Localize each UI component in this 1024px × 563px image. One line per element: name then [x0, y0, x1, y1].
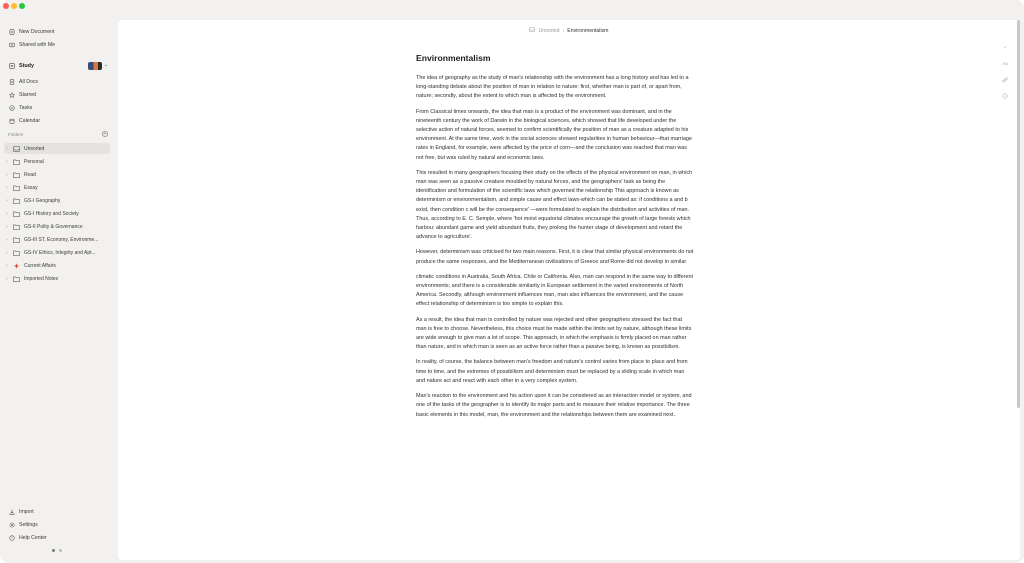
breadcrumb-separator: ›: [562, 27, 565, 34]
chevron-right-icon[interactable]: ›: [6, 249, 8, 256]
folder-item-current-affairs[interactable]: [4, 260, 110, 271]
svg-text:?: ?: [10, 535, 13, 540]
pager-dot[interactable]: [59, 549, 62, 552]
sidebar-item-calendar[interactable]: [4, 115, 110, 127]
tasks-icon: [8, 105, 15, 112]
chevron-right-icon[interactable]: ›: [6, 236, 8, 243]
chevron-right-icon[interactable]: ›: [6, 184, 8, 191]
starred-label: Starred: [19, 92, 37, 98]
editor-pane: [118, 20, 1020, 560]
shared-with-me-item[interactable]: [4, 39, 110, 51]
paragraph[interactable]: However, determinism was criticised for two main reasons. First, it is clear that similar physical environments do not produce the same responses, and the Mediterranean civilisations of Greece and Rome did not develop in similar: [416, 249, 694, 265]
settings-label: Settings: [19, 521, 38, 528]
folder-label: Personal: [24, 158, 44, 165]
folder-label: GS-II Polity & Governance: [24, 223, 83, 230]
info-icon[interactable]: [1001, 92, 1009, 99]
paragraph[interactable]: In reality, of course, the balance between man's freedom and nature's control varies from place to place and from time to time, and the extremes of possibilism and determinism must be replaced by a sliding scale in which man and nature act and react with each other in a very complex system.: [416, 359, 688, 384]
sidebar-item-tasks[interactable]: [4, 102, 110, 114]
folder-label: GS-I History and Society: [24, 210, 79, 217]
docs-icon: [8, 79, 15, 86]
paragraph[interactable]: As a result, the idea that man is controlled by nature was rejected and other geographers stressed the fact that man is free to choose. Nevertheless, this choice must be made within the limits set by nature, although these limits are wide enough to give man a lot of scope. This approach, in which the emphasis is firmly placed on man rather than nature, and in which man is seen as an active force rather than a passive being, is known as possibilism.: [416, 316, 692, 351]
chevron-right-icon[interactable]: ›: [6, 275, 8, 282]
folder-label: GS-IV Ethics, Integrity and Apt...: [24, 249, 96, 256]
sidebar-item-starred[interactable]: [4, 89, 110, 101]
add-folder-button[interactable]: +: [103, 130, 107, 137]
member-avatars[interactable]: [88, 62, 102, 70]
folder-item-gs2-polity[interactable]: [4, 221, 110, 232]
help-center-button[interactable]: [4, 532, 110, 543]
workspace-switcher[interactable]: [4, 60, 110, 72]
folders-label: Folders: [8, 131, 24, 137]
folder-item-gs1-history[interactable]: [4, 208, 110, 219]
chevron-right-icon[interactable]: ›: [6, 171, 8, 178]
pager-dot-active[interactable]: [52, 549, 55, 552]
chevron-right-icon[interactable]: ›: [6, 158, 8, 165]
new-doc-icon: [8, 29, 15, 36]
font-size-icon[interactable]: Aa: [1002, 61, 1008, 66]
link-icon[interactable]: [1001, 76, 1009, 83]
document-title[interactable]: Environmentalism: [416, 53, 491, 63]
folder-label: GS-III ST, Economy, Environme...: [24, 236, 99, 243]
import-label: Import: [19, 508, 34, 515]
help-icon: [8, 534, 15, 541]
breadcrumb-current: Environmentalism: [567, 27, 609, 34]
folder-item-essay[interactable]: [4, 182, 110, 193]
breadcrumb: [118, 27, 1020, 34]
folder-icon: [13, 198, 20, 204]
calendar-icon: [8, 118, 15, 125]
minimize-window-button[interactable]: [11, 3, 17, 9]
folder-icon: [13, 224, 20, 230]
paragraph[interactable]: climatic conditions in Australia, South Africa, Chile or California. Also, man can respond in the same way to different environments; and there is a considerable similarity in European settlement in the varied environments of North America. Secondly, although environment influences man, man also influences the environment, and the cause effect relationship of determinism is too simple to explain this.: [416, 273, 694, 308]
folder-label: Imported Notes: [24, 275, 59, 282]
import-icon: [8, 508, 15, 515]
tasks-label: Tasks: [19, 105, 33, 111]
workspace-name: Study: [19, 63, 34, 69]
chevron-right-icon[interactable]: ›: [6, 223, 8, 230]
folder-icon: [13, 159, 20, 165]
folder-icon: [13, 185, 20, 191]
settings-button[interactable]: [4, 519, 110, 530]
calendar-label: Calendar: [19, 118, 41, 124]
folder-icon: [13, 276, 20, 282]
add-icon[interactable]: +: [1003, 45, 1007, 50]
sparkle-icon: [13, 263, 20, 269]
zoom-window-button[interactable]: [19, 3, 25, 9]
document[interactable]: [416, 53, 694, 426]
paragraph[interactable]: This resulted in many geographers focusing their study on the effects of the physical environment on man, in which man was seen as a passive creature moulded by natural forces, and the geographers' task as being the identification and formulation of the scientific laws which governed the relationship This approach is known as determinism or environmentalism, and simple cause and effect laws-which can be stated as: if conditions a and b exist, then condition c will be the consequence' —were formulated to explain the distribution and activities of man. Thus, according to E. C. Semple, where 'hot moist equatorial climates encourage the growth of large forests which harbou: abundant game and yield abundant fruits, they prolong the hunter stage of development and retard the advance to agriculture'.: [416, 169, 693, 241]
new-document-button[interactable]: [4, 26, 110, 38]
shared-icon: [8, 42, 15, 49]
chevron-right-icon[interactable]: ›: [6, 197, 8, 204]
paragraph[interactable]: From Classical times onwards, the idea that man is a product of the environment was dominant, and in the nineteenth century the work of Darwin in the biological sciences, which showed that life developed under the selective action of natural forces, seemed to confirm scientifically the position of man as a creature adapted to his environment. At the same time, work in the social sciences showed regularities in human behaviour—that marriage rates in England, for example, were affected by the price of corn—and the conclusion was reached that man was not free, but was ruled by natural and economic laws.: [416, 108, 692, 161]
title-bar: [0, 0, 1024, 12]
folder-icon: [13, 250, 20, 256]
right-toolbar: [998, 44, 1012, 99]
folder-icon: [13, 172, 20, 178]
star-icon: [8, 92, 15, 99]
folder-icon: [13, 211, 20, 217]
folder-item-imported-notes[interactable]: [4, 273, 110, 284]
inbox-icon: [529, 27, 535, 34]
folder-item-gs1-geography[interactable]: [4, 195, 110, 206]
help-center-label: Help Center: [19, 534, 47, 541]
folder-item-personal[interactable]: [4, 156, 110, 167]
sidebar: [0, 20, 118, 563]
workspace-icon: [8, 63, 15, 70]
paragraph[interactable]: Man's reaction to the environment and his action upon it can be considered as an interaction model or system, and one of the tasks of the geographer is to identify its major parts and to measure their relative importance. The three basic elements in this model, man, the environment and the relationships between them are examined next.: [416, 393, 692, 418]
document-scrollbar[interactable]: [1017, 20, 1021, 410]
folder-item-unsorted[interactable]: [4, 143, 110, 154]
folder-item-gs3-economy[interactable]: [4, 234, 110, 245]
folder-label: Unsorted: [24, 145, 45, 152]
sidebar-item-all-docs[interactable]: [4, 76, 110, 88]
shared-with-me-label: Shared with Me: [19, 42, 56, 48]
import-button[interactable]: [4, 506, 110, 517]
scrollbar-thumb[interactable]: [1017, 20, 1020, 408]
folder-icon: [13, 237, 20, 243]
new-document-label: New Document: [19, 29, 55, 35]
folder-label: Current Affairs: [24, 262, 56, 269]
chevron-right-icon[interactable]: ›: [6, 262, 8, 269]
close-window-button[interactable]: [3, 3, 9, 9]
folder-label: Essay: [24, 184, 38, 191]
folder-label: GS-I Geography: [24, 197, 61, 204]
breadcrumb-parent[interactable]: Unsorted: [538, 27, 560, 34]
chevron-right-icon[interactable]: ›: [6, 145, 8, 152]
gear-icon: [8, 521, 15, 528]
folder-item-read[interactable]: [4, 169, 110, 180]
folder-item-gs4-ethics[interactable]: [4, 247, 110, 258]
chevron-down-icon[interactable]: ⌄: [103, 62, 108, 68]
folder-label: Read: [24, 171, 36, 178]
inbox-icon: [13, 146, 20, 152]
all-docs-label: All Docs: [19, 79, 39, 85]
chevron-right-icon[interactable]: ›: [6, 210, 8, 217]
paragraph[interactable]: The idea of geography as the study of man's relationship with the environment has a long history and has led to a long-standing debate about the position of man in relation to nature: first, whether man is part of, or apart from, nature; secondly, about the extent to which man is affected by the environment.: [416, 75, 689, 100]
sidebar-pager[interactable]: [52, 549, 62, 552]
folders-header: [8, 130, 108, 138]
